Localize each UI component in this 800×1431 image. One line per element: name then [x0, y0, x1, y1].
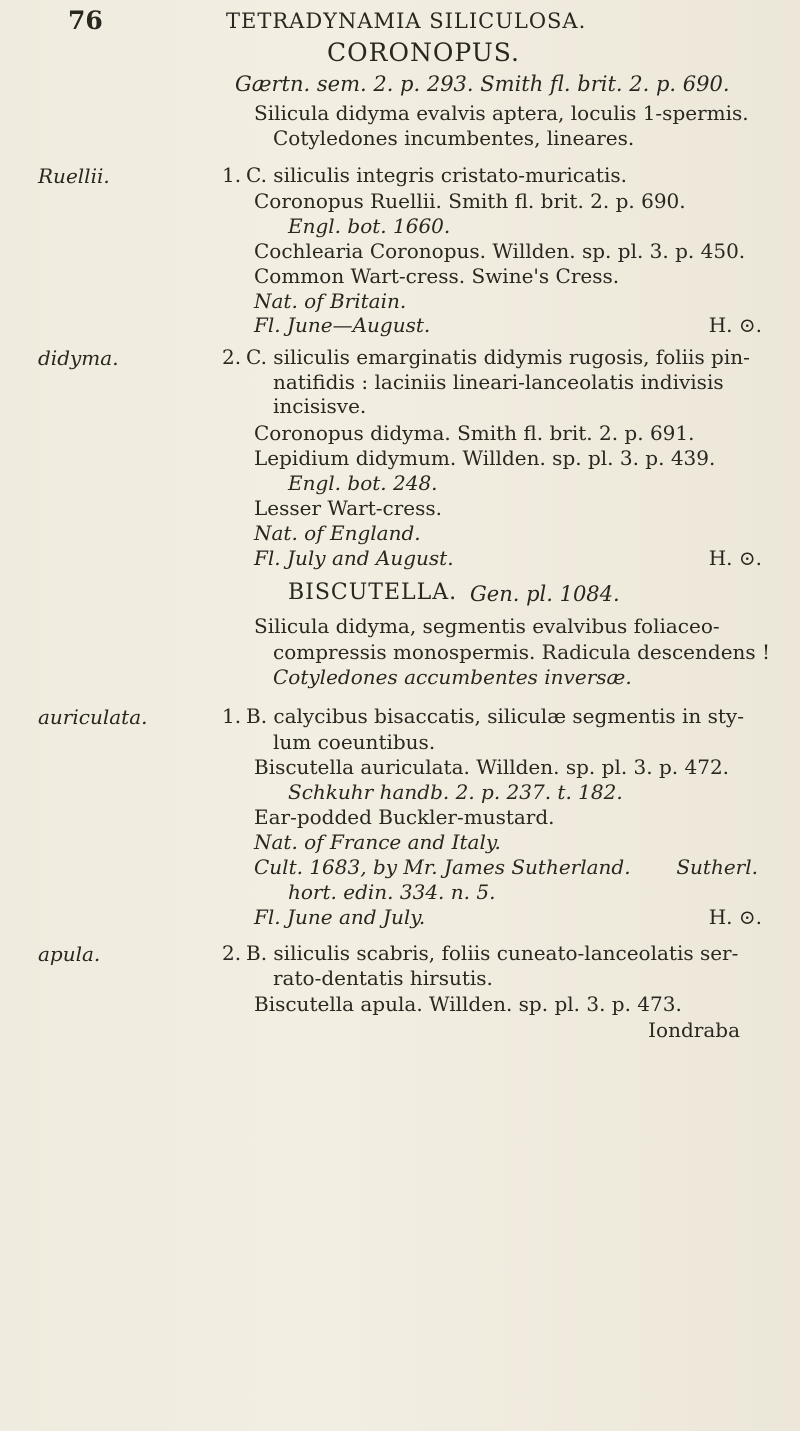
synonym-line: Biscutella auriculata. Willden. sp. pl. 3. p. 472.	[254, 755, 730, 779]
margin-species-name: didyma.	[38, 346, 119, 370]
running-title: TETRADYNAMIA SILICULOSA.	[226, 9, 587, 33]
species-diagnosis: B. calycibus bisaccatis, siliculæ segmentis in sty-	[246, 704, 744, 728]
margin-species-name: Ruellii.	[38, 164, 110, 188]
cultivation-line: Cult. 1683, by Mr. James Sutherland.	[254, 855, 631, 879]
flowering-line: Fl. July and August.	[254, 546, 454, 570]
habit-symbol: H. ⊙.	[708, 313, 762, 337]
species-diagnosis: C. siliculis emarginatis didymis rugosis, foliis pin-	[246, 345, 750, 369]
reference-line: Engl. bot. 1660.	[288, 214, 451, 238]
reference-line: Schkuhr handb. 2. p. 237. t. 182.	[288, 780, 623, 804]
genus-character-1: Silicula didyma, segmentis evalvibus foliaceo-	[254, 614, 720, 638]
habit-symbol: H. ⊙.	[708, 905, 762, 929]
synonym-line: Cochlearia Coronopus. Willden. sp. pl. 3. p. 450.	[254, 239, 746, 263]
synonym-line: Coronopus Ruellii. Smith fl. brit. 2. p. 690.	[254, 189, 686, 213]
species-diagnosis: B. siliculis scabris, foliis cuneato-lanceolatis ser-	[246, 941, 739, 965]
genus-character-3: Cotyledones accumbentes inversæ.	[273, 665, 632, 689]
species-number: 2.	[222, 941, 242, 965]
genus-title-coronopus: CORONOPUS.	[327, 38, 520, 67]
reference-line: hort. edin. 334. n. 5.	[288, 880, 496, 904]
margin-species-name: auriculata.	[38, 705, 148, 729]
flowering-line: Fl. June—August.	[254, 313, 431, 337]
genus-character-1: Silicula didyma evalvis aptera, loculis 1-spermis.	[254, 101, 749, 125]
native-line: Nat. of France and Italy.	[254, 830, 501, 854]
species-number: 2.	[222, 345, 242, 369]
catchword: Iondraba	[648, 1018, 740, 1042]
genus-reference: Gen. pl. 1084.	[470, 582, 620, 606]
genus-reference: Gærtn. sem. 2. p. 293. Smith fl. brit. 2. p. 690.	[235, 72, 730, 96]
synonym-line: Biscutella apula. Willden. sp. pl. 3. p. 473.	[254, 992, 682, 1016]
page-number: 76	[68, 6, 103, 35]
side-reference: Sutherl.	[676, 855, 758, 879]
common-name-line: Lesser Wart-cress.	[254, 496, 442, 520]
species-diagnosis-cont: rato-dentatis hirsutis.	[273, 966, 493, 990]
species-diagnosis-cont: natifidis : laciniis lineari-lanceolatis indivisis	[273, 370, 724, 394]
habit-symbol: H. ⊙.	[708, 546, 762, 570]
genus-character-2: compressis monospermis. Radicula descendens !	[273, 640, 771, 664]
margin-species-name: apula.	[38, 942, 101, 966]
flowering-line: Fl. June and July.	[254, 905, 426, 929]
genus-character-2: Cotyledones incumbentes, lineares.	[273, 126, 635, 150]
species-diagnosis-cont: incisisve.	[273, 394, 367, 418]
genus-title-biscutella: BISCUTELLA.	[288, 580, 458, 605]
synonym-line: Lepidium didymum. Willden. sp. pl. 3. p. 439.	[254, 446, 716, 470]
species-diagnosis: C. siliculis integris cristato-muricatis.	[246, 163, 627, 187]
species-number: 1.	[222, 163, 242, 187]
native-line: Nat. of England.	[254, 521, 421, 545]
common-name-line: Ear-podded Buckler-mustard.	[254, 805, 555, 829]
native-line: Nat. of Britain.	[254, 289, 407, 313]
synonym-line: Coronopus didyma. Smith fl. brit. 2. p. 691.	[254, 421, 695, 445]
species-diagnosis-cont: lum coeuntibus.	[273, 730, 436, 754]
species-number: 1.	[222, 704, 242, 728]
common-name-line: Common Wart-cress. Swine's Cress.	[254, 264, 620, 288]
reference-line: Engl. bot. 248.	[288, 471, 438, 495]
